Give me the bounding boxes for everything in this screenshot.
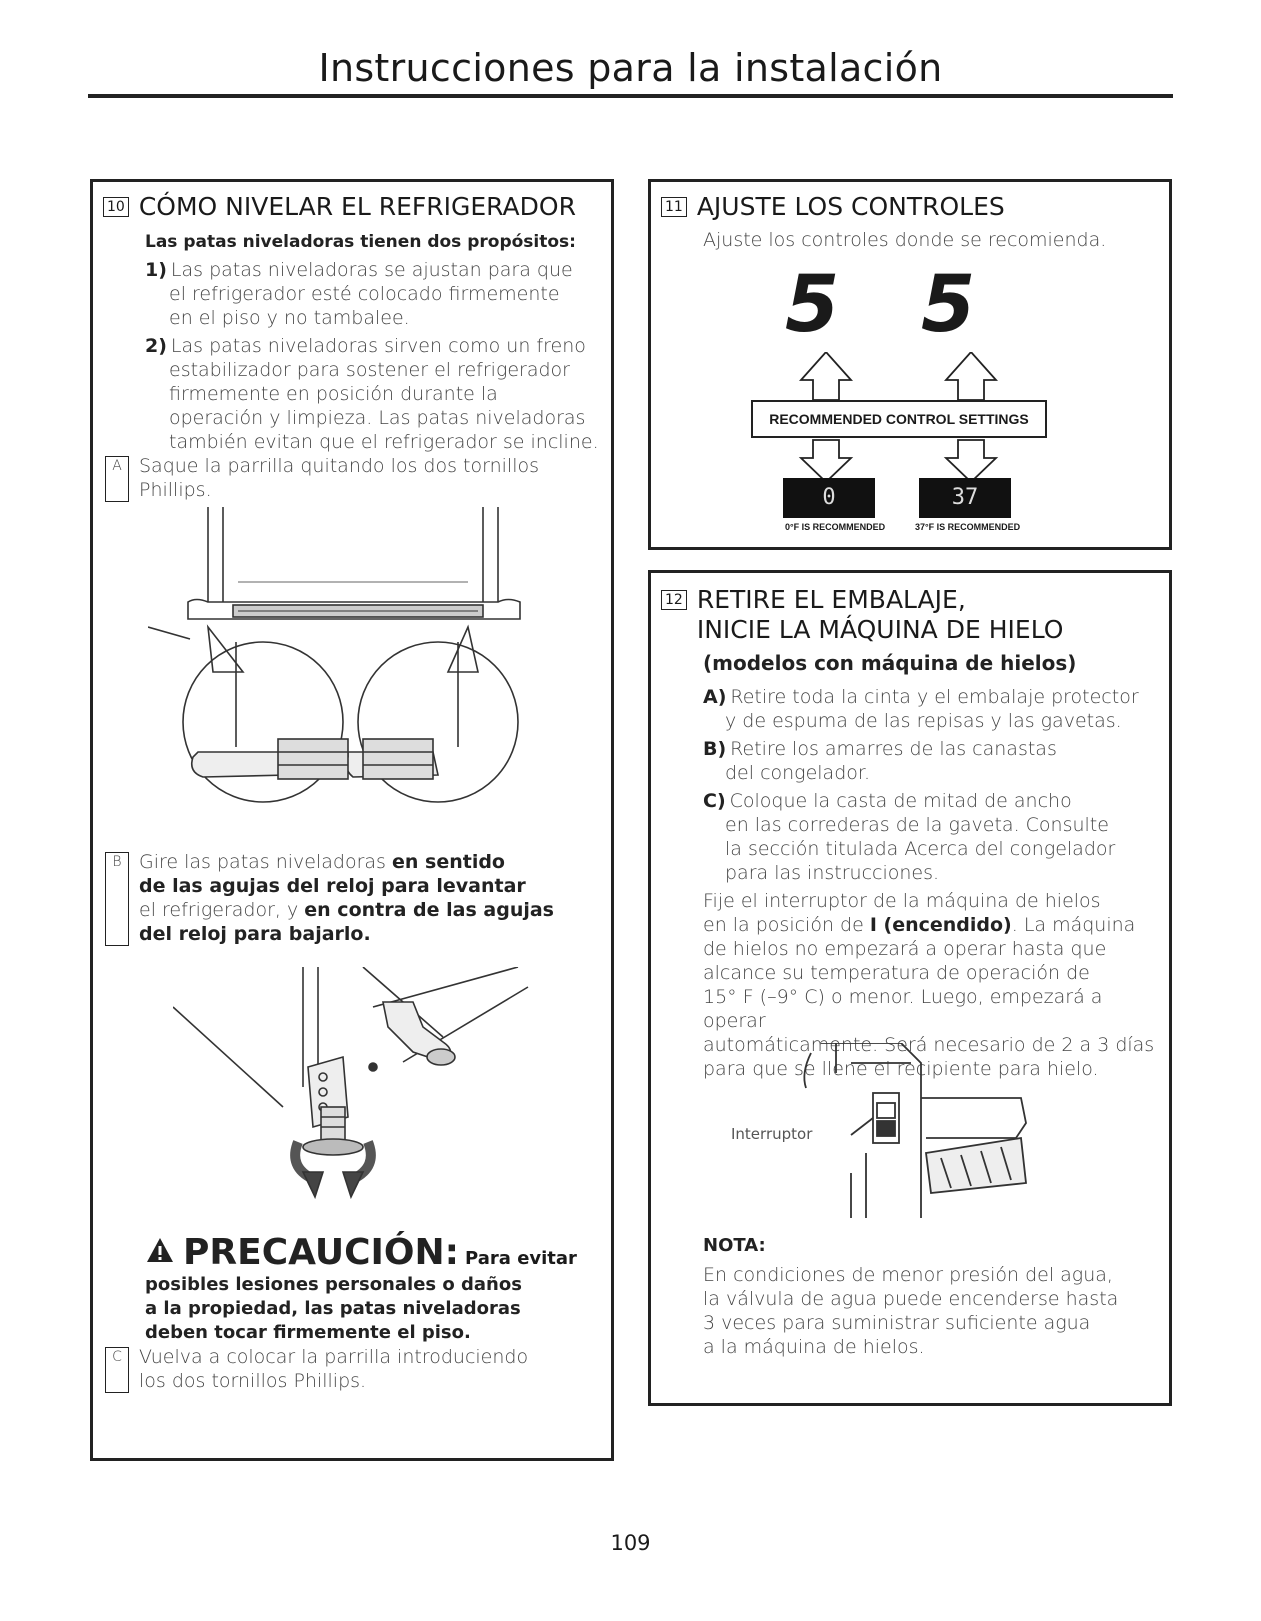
page-number: 109 xyxy=(610,1531,651,1555)
item-number: 1) xyxy=(145,259,167,281)
down-arrow-icon xyxy=(801,440,851,482)
purpose-item-2 xyxy=(145,334,599,454)
step-a xyxy=(105,454,539,502)
note-text xyxy=(703,1263,1118,1359)
section-12-title-line2: INICIE LA MÁQUINA DE HIELO xyxy=(696,615,1064,644)
section-10-subheading: Las patas niveladoras tienen dos propósitos: xyxy=(145,232,576,252)
item-number: A) xyxy=(703,686,727,708)
section-10-heading xyxy=(103,192,576,222)
remove-packing-item-a xyxy=(703,685,1139,733)
section-leveling-panel xyxy=(90,179,614,1461)
text-line: Fije el interruptor de la máquina de hielos xyxy=(703,890,1101,912)
text-line: operación y limpieza. Las patas niveladoras xyxy=(169,407,586,429)
text-line: firmemente en posición durante la xyxy=(169,383,498,405)
bold-text: del reloj para bajarlo. xyxy=(139,923,371,945)
text-line: Las patas niveladoras se ajustan para que xyxy=(170,259,573,281)
text-line: la válvula de agua puede encenderse hasta xyxy=(703,1288,1119,1310)
text-line: posibles lesiones personales o daños xyxy=(145,1274,522,1295)
text-line: 3 veces para suministrar suficiente agua xyxy=(703,1312,1091,1334)
section-11-text: Ajuste los controles donde se recomienda. xyxy=(703,229,1107,251)
up-arrow-icon xyxy=(946,352,996,400)
text-line: . La máquina xyxy=(1011,914,1136,936)
switch-label: Interruptor xyxy=(731,1125,813,1143)
text-line: en el piso y no tambalee. xyxy=(169,307,410,329)
grille-removal-illustration xyxy=(148,507,548,862)
icemaker-switch-illustration xyxy=(791,1043,1041,1223)
item-number: C) xyxy=(703,790,726,812)
step-badge-11: 11 xyxy=(661,197,687,217)
caution-block xyxy=(145,1232,577,1345)
text-line: el refrigerador, y xyxy=(139,899,305,921)
section-12-heading xyxy=(661,585,1063,645)
text-line: los dos tornillos Phillips. xyxy=(139,1370,367,1392)
section-controls-panel xyxy=(648,179,1172,550)
page-title: Instrucciones para la instalación xyxy=(318,46,943,90)
text-line: Las patas niveladoras sirven como un freno xyxy=(170,335,586,357)
section-11-heading xyxy=(661,192,1005,222)
title-rule xyxy=(88,94,1173,98)
step-c xyxy=(105,1345,528,1393)
bold-text: en sentido xyxy=(391,851,505,873)
text-line: a la máquina de hielos. xyxy=(703,1336,925,1358)
text-line: estabilizador para sostener el refrigerador xyxy=(169,359,570,381)
text-line: alcance su temperatura de operación de xyxy=(703,962,1090,984)
fridge-caption: 37°F IS RECOMMENDED xyxy=(915,522,1021,532)
text-line: deben tocar firmemente el piso. xyxy=(145,1322,471,1343)
text-line: para que se llene el recipiente para hielo. xyxy=(703,1058,1099,1080)
section-11-title: AJUSTE LOS CONTROLES xyxy=(696,192,1005,221)
section-12-title-line1: RETIRE EL EMBALAJE, xyxy=(696,585,966,614)
section-10-title: CÓMO NIVELAR EL REFRIGERADOR xyxy=(138,192,576,221)
bold-text: de las agujas del reloj para levantar xyxy=(139,875,526,897)
text-line: Coloque la casta de mitad de ancho xyxy=(729,790,1072,812)
section-12-subheading: (modelos con máquina de hielos) xyxy=(703,651,1077,675)
step-badge-c: C xyxy=(105,1347,129,1393)
text-line: Vuelva a colocar la parrilla introduciendo xyxy=(139,1346,529,1368)
up-arrow-icon xyxy=(801,352,851,400)
text-line: para las instrucciones. xyxy=(725,862,940,884)
text-line: también evitan que el refrigerador se incline. xyxy=(169,431,599,453)
down-arrow-icon xyxy=(946,440,996,482)
caution-text: Para evitar xyxy=(465,1248,577,1269)
freezer-setting-digit: 5 xyxy=(785,260,840,350)
text-line: a la propiedad, las patas niveladoras xyxy=(145,1298,521,1319)
text-line: el refrigerador esté colocado firmemente xyxy=(169,283,560,305)
freezer-temp-display: 0 xyxy=(783,478,875,518)
step-badge-a: A xyxy=(105,456,129,502)
section-icemaker-panel xyxy=(648,570,1172,1406)
text-line: Phillips. xyxy=(139,479,212,501)
text-line: Saque la parrilla quitando los dos tornillos xyxy=(139,455,540,477)
freezer-caption: 0°F IS RECOMMENDED xyxy=(785,522,886,532)
text-line: Retire los amarres de las canastas xyxy=(730,738,1057,760)
bold-text: I (encendido) xyxy=(869,914,1012,936)
text-line: Retire toda la cinta y el embalaje protector xyxy=(730,686,1139,708)
fridge-temp-display: 37 xyxy=(919,478,1011,518)
text-line: Gire las patas niveladoras xyxy=(139,851,392,873)
step-badge-12: 12 xyxy=(661,590,687,610)
step-badge-b: B xyxy=(105,852,129,946)
item-number: 2) xyxy=(145,335,167,357)
fridge-setting-digit: 5 xyxy=(921,260,976,350)
text-line: 15° F (–9° C) o menor. Luego, empezará a operar xyxy=(703,986,1103,1032)
text-line: en la posición de xyxy=(703,914,870,936)
bold-text: en contra de las agujas xyxy=(304,899,554,921)
purpose-item-1 xyxy=(145,258,573,330)
text-line: automáticamente. Será necesario de 2 a 3 días xyxy=(703,1034,1155,1056)
text-line: en las correderas de la gaveta. Consulte xyxy=(725,814,1109,836)
step-badge-10: 10 xyxy=(103,197,129,217)
step-b xyxy=(105,850,554,946)
text-line: del congelador. xyxy=(725,762,870,784)
text-line: de hielos no empezará a operar hasta que xyxy=(703,938,1107,960)
recommended-settings-box: RECOMMENDED CONTROL SETTINGS xyxy=(751,400,1047,438)
text-line: En condiciones de menor presión del agua, xyxy=(703,1264,1113,1286)
text-line: y de espuma de las repisas y las gavetas. xyxy=(725,710,1122,732)
leveling-leg-illustration xyxy=(173,967,553,1227)
warning-icon xyxy=(145,1236,175,1264)
text-line: la sección titulada Acerca del congelador xyxy=(725,838,1116,860)
remove-packing-item-b xyxy=(703,737,1057,785)
item-number: B) xyxy=(703,738,727,760)
note-label: NOTA: xyxy=(703,1235,766,1256)
remove-packing-item-c xyxy=(703,789,1115,885)
caution-label: PRECAUCIÓN: xyxy=(183,1232,460,1273)
